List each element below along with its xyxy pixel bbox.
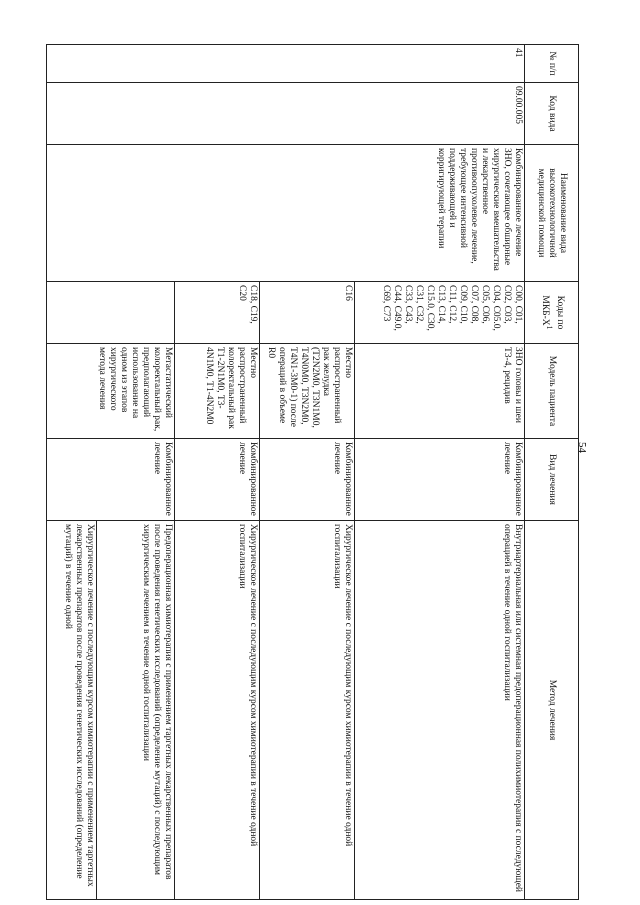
row-code: 09.00.005 bbox=[47, 83, 525, 145]
header-icd: Коды по МКБ-$Х^1$ bbox=[525, 282, 579, 344]
type-cell: Комбинированное лечение bbox=[355, 439, 525, 521]
model-cell: Местно распространенный рак желудка (T2N2M0, T3N1M0, T4N0M0, T3N2M0, T4N1-3M0-1) после операций в объеме R0 bbox=[260, 344, 355, 439]
page-number: 54 bbox=[576, 442, 588, 453]
method-cell: Хирургическое лечение с последующим курсом химиотерапии в течение одной госпитализации bbox=[260, 521, 355, 900]
table-row bbox=[355, 45, 525, 900]
header-method: Метод лечения bbox=[525, 521, 579, 900]
method-cell: Хирургическое лечение с последующим курсом химиотерапии в течение одной госпитализации bbox=[175, 521, 260, 900]
header-row bbox=[525, 45, 579, 900]
row-num: 41 bbox=[47, 45, 525, 83]
model-cell: Местно распространенный колоректальный рак T1-2N1M0, T3-4N1M0, T1-4N2M0 bbox=[175, 344, 260, 439]
method-cell: Предоперационная химиотерапия с применением таргетных лекарственных препаратов после проведения генетических исследований (определение мутаций) с последующим хирургическим лечением в течение одной госпитализации bbox=[97, 521, 175, 900]
footnote-mark: 1 bbox=[544, 325, 554, 330]
row-name: Комбинированное лечение ЗНО, сочетающее обширные хирургические вмешательства и лекарственное противоопухолевое лечение, требующее интенсивной поддерживающей и корригирующей терапии bbox=[47, 145, 525, 282]
icd-cell bbox=[47, 282, 175, 344]
header-name: Наименование вида высокотехнологичной медицинской помощи bbox=[525, 145, 579, 282]
vmp-table bbox=[46, 44, 579, 900]
header-num: № п/п bbox=[525, 45, 579, 83]
icd-cell: C18, C19, C20 bbox=[175, 282, 260, 344]
type-cell: Комбинированное лечение bbox=[260, 439, 355, 521]
header-type: Вид лечения bbox=[525, 439, 579, 521]
header-model: Модель пациента bbox=[525, 344, 579, 439]
icd-cell: C00, C01, C02, C03, C04, C05.0, C05, C06, C07, C08, C09, C10, C11, C12, C13, C14, C15.0, C30, C31, C32, C33, C43, C44, C49.0, C69, C73 bbox=[355, 282, 525, 344]
method-cell: Хирургическое лечение с последующим курсом химиотерапии с применением таргетных лекарственных препаратов после проведения генетических исследований (определение мутаций) в течение одной bbox=[47, 521, 97, 900]
model-cell: ЗНО головы и шеи Т3-4, рецидив bbox=[355, 344, 525, 439]
icd-cell: C16 bbox=[260, 282, 355, 344]
header-code: Код вида bbox=[525, 83, 579, 145]
model-cell: Метастатический колоректальный рак, предполагающий использование на одном из этапов хирургического метода лечения bbox=[47, 344, 175, 439]
method-cell: Внутриартериальная или системная предоперационная полихимиотерапия с последующей операцией в течение одной госпитализации bbox=[355, 521, 525, 900]
table-container bbox=[47, 44, 579, 899]
type-cell: Комбинированное лечение bbox=[47, 439, 175, 521]
type-cell: Комбинированное лечение bbox=[175, 439, 260, 521]
